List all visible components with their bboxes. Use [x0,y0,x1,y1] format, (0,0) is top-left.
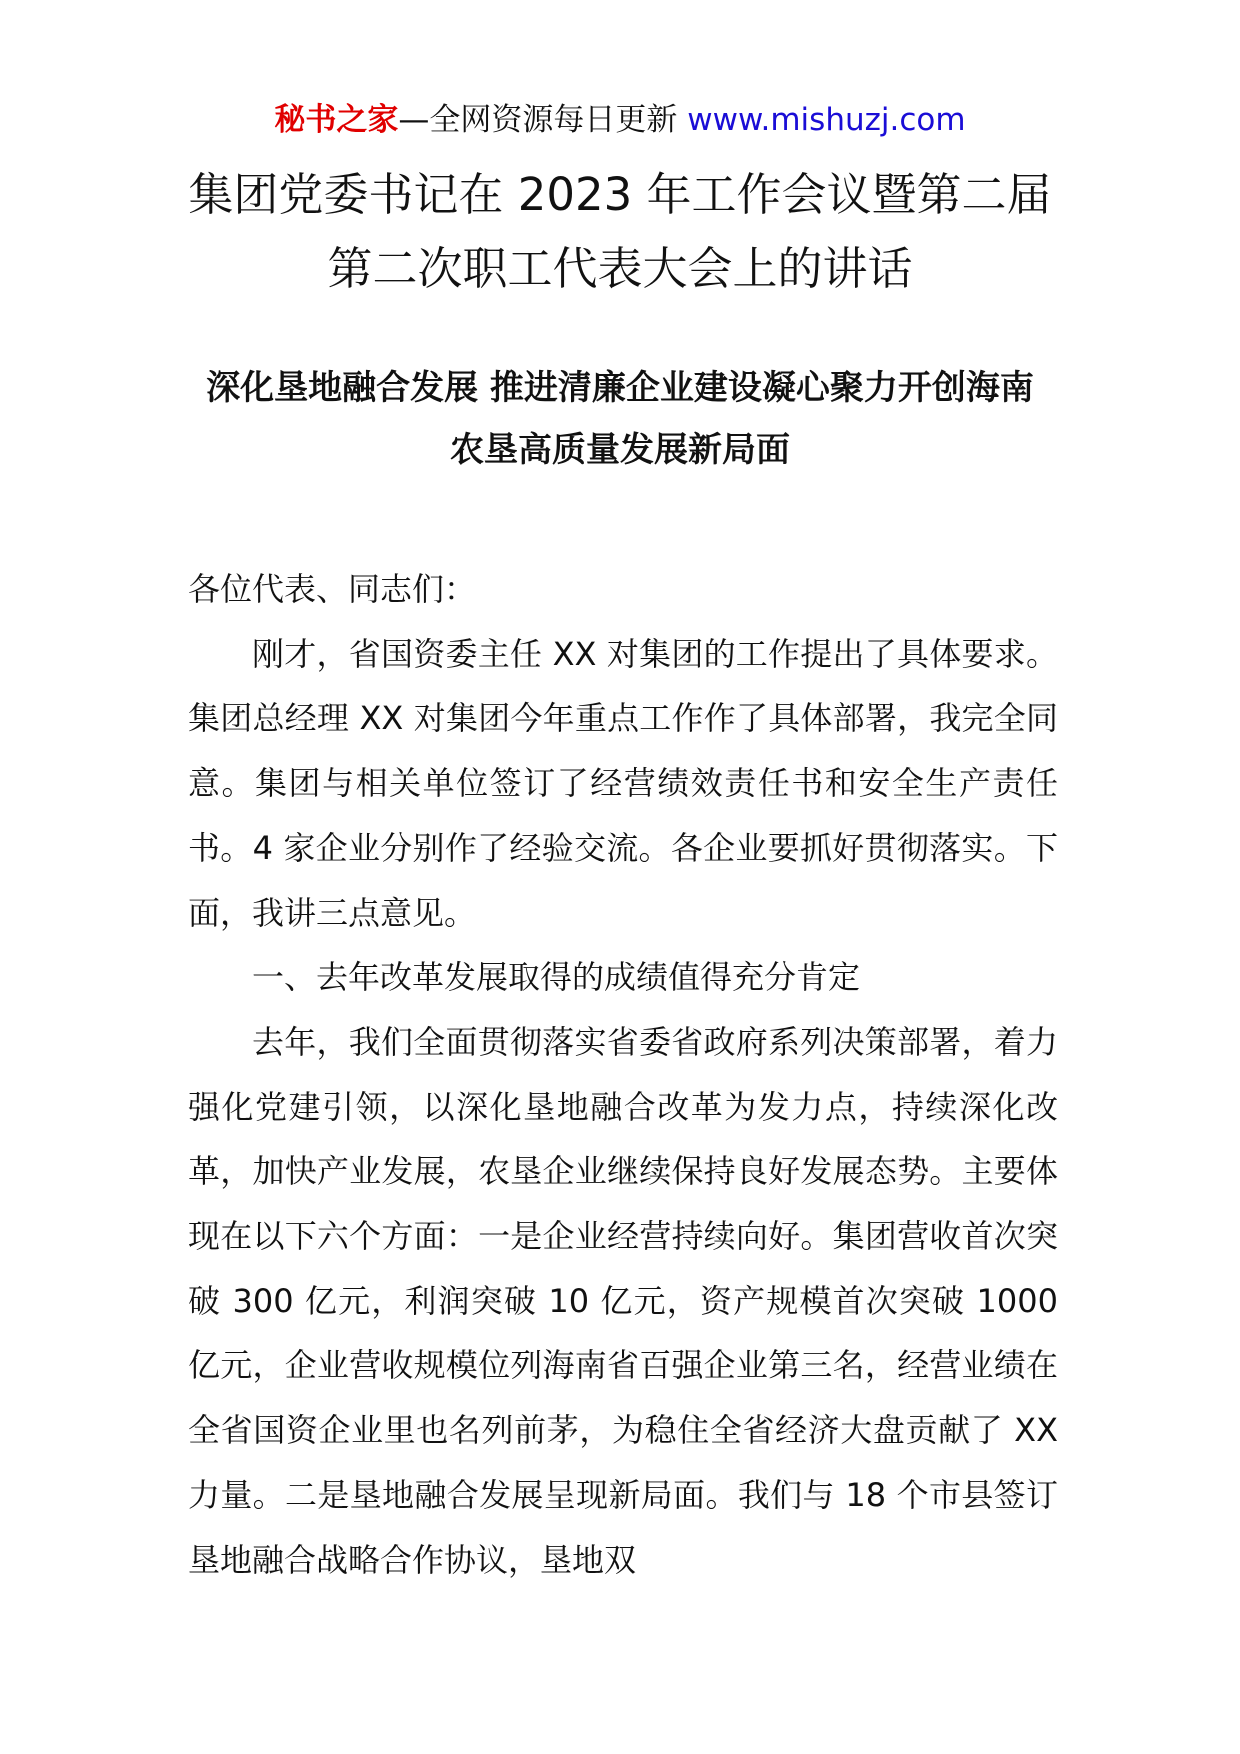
body-paragraph: 刚才，省国资委主任 XX 对集团的工作提出了具体要求。集团总经理 XX 对集团今年重点工作作了具体部署，我完全同意。集团与相关单位签订了经营绩效责任书和安全生产责任书。4 家企业分别作了经验交流。各企业要抓好贯彻落实。下面，我讲三点意见。 [188,634,1058,932]
document-subtitle [0,357,1240,481]
document-title-line-1: 集团党委书记在 2023 年工作会议暨第二届 [188,168,1052,221]
body-paragraph: 去年，我们全面贯彻落实省委省政府系列决策部署，着力强化党建引领，以深化垦地融合改革为发力点，持续深化改革，加快产业发展，农垦企业继续保持良好发展态势。主要体现在以下六个方面：一是企业经营持续向好。集团营收首次突破 300 亿元，利润突破 10 亿元，资产规模首次突破 1000 亿元，企业营收规模位列海南省百强企业第三名，经营业绩在全省国资企业里也名列前茅，为稳住全省经济大盘贡献了 XX 力量。二是垦地融合发展呈现新局面。我们与 18 个市县签订垦地融合战略合作协议，垦地双 [188,1022,1058,1579]
document-title [0,158,1240,306]
site-url-link[interactable]: www.mishuzj.com [687,102,966,138]
salutation: 各位代表、同志们： [188,570,477,608]
document-subtitle-line-1: 深化垦地融合发展 推进清廉企业建设凝心聚力开创海南 [206,368,1034,408]
document-subtitle-line-2: 农垦高质量发展新局面 [450,430,790,470]
brand-name: 秘书之家 [274,102,399,138]
document-body [188,557,1058,1592]
site-header [0,100,1240,140]
section-heading: 一、去年改革发展取得的成绩值得充分肯定 [252,958,861,997]
site-tagline: —全网资源每日更新 [398,102,678,138]
document-title-line-2: 第二次职工代表大会上的讲话 [327,242,913,295]
